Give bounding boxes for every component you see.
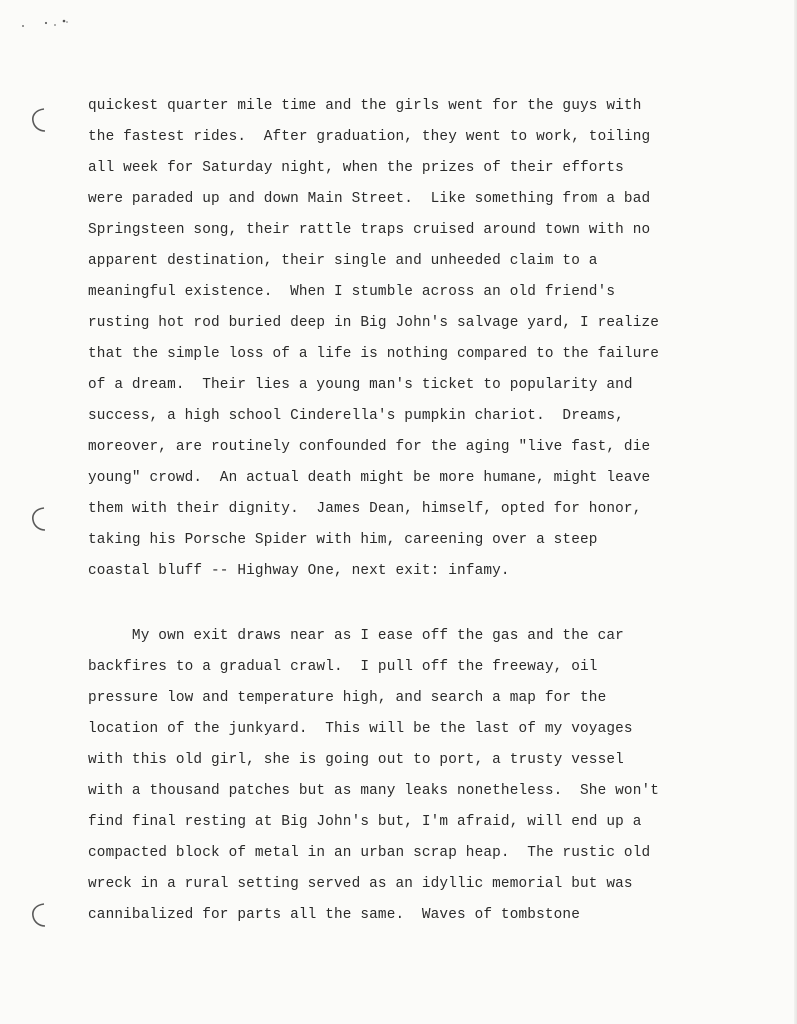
text-line: wreck in a rural setting served as an idyllic memorial but was xyxy=(88,876,633,892)
text-line: all week for Saturday night, when the prizes of their efforts xyxy=(88,160,624,176)
text-line: the fastest rides. After graduation, they went to work, toiling xyxy=(88,129,651,145)
text-line: pressure low and temperature high, and search a map for the xyxy=(88,690,607,706)
text-line: taking his Porsche Spider with him, careening over a steep xyxy=(88,532,598,548)
text-line: that the simple loss of a life is nothing compared to the failure xyxy=(88,346,660,362)
text-line: them with their dignity. James Dean, himself, opted for honor, xyxy=(88,501,642,517)
text-line: apparent destination, their single and unheeded claim to a xyxy=(88,253,598,269)
text-line: young" crowd. An actual death might be more humane, might leave xyxy=(88,470,651,486)
text-line: with a thousand patches but as many leaks nonetheless. She won't xyxy=(88,783,660,799)
text-line: location of the junkyard. This will be the last of my voyages xyxy=(88,721,633,737)
text-line: of a dream. Their lies a young man's ticket to popularity and xyxy=(88,377,633,393)
text-line: find final resting at Big John's but, I'm afraid, will end up a xyxy=(88,814,642,830)
text-line: compacted block of metal in an urban scrap heap. The rustic old xyxy=(88,845,651,861)
text-line: success, a high school Cinderella's pumpkin chariot. Dreams, xyxy=(88,408,624,424)
paper-specks xyxy=(20,16,80,30)
text-line: rusting hot rod buried deep in Big John's salvage yard, I realize xyxy=(88,315,660,331)
paragraph-2 xyxy=(88,621,728,931)
paragraph-1 xyxy=(88,91,728,587)
binder-hole-bottom xyxy=(31,902,47,928)
text-line: meaningful existence. When I stumble across an old friend's xyxy=(88,284,616,300)
text-line: moreover, are routinely confounded for the aging "live fast, die xyxy=(88,439,651,455)
text-line: were paraded up and down Main Street. Like something from a bad xyxy=(88,191,651,207)
text-line: with this old girl, she is going out to port, a trusty vessel xyxy=(88,752,624,768)
text-line: My own exit draws near as I ease off the gas and the car xyxy=(88,628,624,644)
text-line: cannibalized for parts all the same. Waves of tombstone xyxy=(88,907,581,923)
binder-hole-top xyxy=(31,107,47,133)
text-line: Springsteen song, their rattle traps cruised around town with no xyxy=(88,222,651,238)
text-line: coastal bluff -- Highway One, next exit: infamy. xyxy=(88,563,510,579)
text-line: quickest quarter mile time and the girls went for the guys with xyxy=(88,98,642,114)
binder-hole-middle xyxy=(31,506,47,532)
text-line: backfires to a gradual crawl. I pull off the freeway, oil xyxy=(88,659,598,675)
